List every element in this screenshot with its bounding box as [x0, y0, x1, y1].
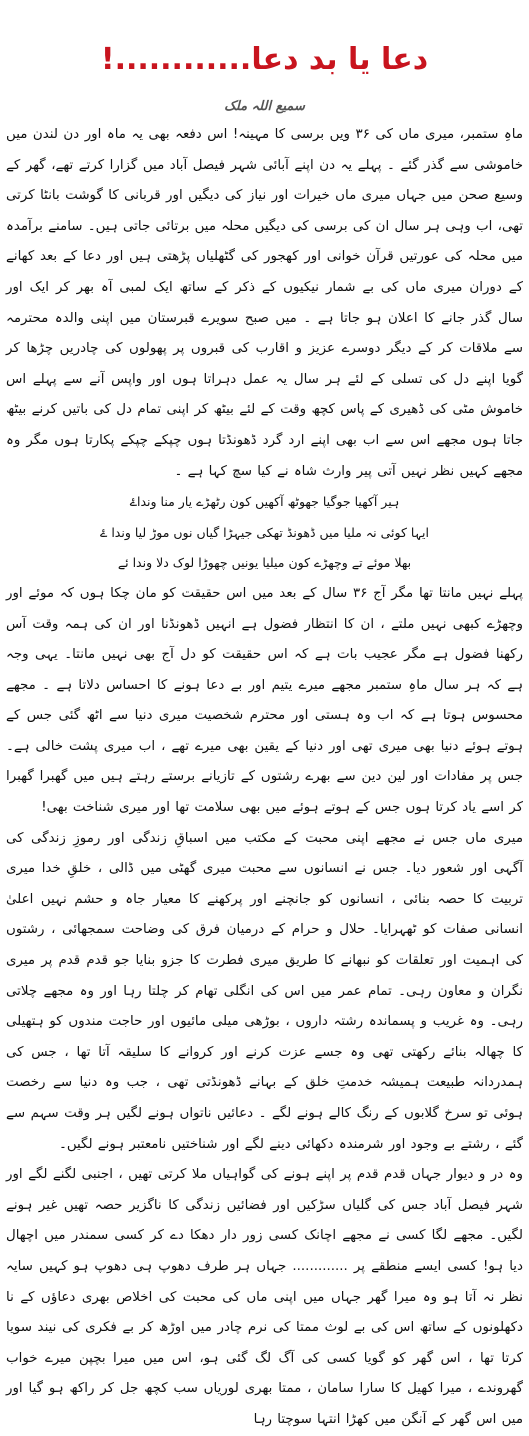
verse-line: ایہا کوئی نہ ملیا میں ڈھونڈ تھکی جیہڑا گیاں نوں موڑ لیا وندا ۓ: [100, 524, 429, 540]
verse-line: ہیر آکھیا جوگیا جھوٹھ آکھیں کون رٹھڑے یار منا ونداۓ: [129, 494, 400, 510]
article-title: دعا یا بد دعا............!: [100, 42, 429, 77]
paragraph-2: پہلے نہیں مانتا تھا مگر آج ۳۶ سال کے بعد میں اس حقیقت کو مان چکا ہوں کہ موئے اور وچھڑے کبھی نہیں ملتے ، ان کا انتظار فضول ہے انہیں ڈھونڈنا اور ان کی ہمہ وقت آس رکھنا فضول ہے مگر عجیب بات ہے کہ اس حقیقت کو دل آج بھی نہیں مانتا۔ یہی وجہ ہے کہ ہر سال ماہِ ستمبر مجھے میرے یتیم اور بے دعا ہونے کا احساس دلاتا ہے ۔ مجھے محسوس ہوتا ہے کہ اب وہ ہستی اور محترم شخصیت میری دنیا سے اٹھ گئی جس کے ہوتے ہوئے دنیا بھی میری تھی اور دنیا کے یقین بھی میرے تھے ، اب میری پشت خالی ہے۔ جس پر مفادات اور لین دین سے بھرے رشتوں کے تازیانے برستے رہتے ہیں میں گھبرا گھبرا کر اسے یاد کرتا ہوں جس کے ہوتے ہوئے میں بھی سلامت تھا اور میری شناخت بھی!: [6, 585, 523, 816]
paragraph-3: میری ماں جس نے مجھے اپنی محبت کے مکتب میں اسباقِ زندگی اور رموزِ زندگی کی آگہی اور شعور دیا۔ جس نے انسانوں سے محبت میری گھٹی میں ڈالی ، خلقِ خدا میری تربیت کا حصہ بنائی ، انسانوں کو جانچنے اور پرکھنے کا معیار جاہ و حشم نہیں اعلیٰ انسانی صفات کو ٹھہرایا۔ حلال و حرام کے درمیان فرق کی وضاحت سمجھائی ، رشتوں کی اہمیت اور تعلقات کو نبھانے کا طریق میری فطرت کا جزو بنایا جو قدم قدم پر میری نگران و معاون رہی۔ تمام عمر میں اس کی انگلی تھام کر چلتا رہا اور وہ مجھے چلاتی رہی۔ وہ غریب و پسماندہ رشتہ داروں ، بوڑھی میلی مائیوں اور حاجت مندوں کو ہتھیلی کا چھالہ بنائے رکھتی تھی وہ جسے عزت کرنے اور کروانے کا سلیقہ آتا تھا ، جس کی ہمدردانہ طبیعت ہمیشہ خدمتِ خلق کے بہانے ڈھونڈتی تھی ، جب وہ دنیا سے رخصت ہوئی تو سرخ گلابوں کے رنگ کالے ہونے لگے ۔ دعائیں ناتواں ہونے لگیں ہر وقت سہم سے گئے ، رشتے بے وجود اور شرمندہ دکھائی دینے لگے اور شناختیں نامعتبر ہونے لگیں۔: [6, 830, 523, 1152]
verse-line: بھلا موئے تے وچھڑے کون میلیا یونیں چھوڑا لوک دلا وندا ئے: [117, 555, 412, 571]
paragraph-1: ماہِ ستمبر، میری ماں کی ۳۶ ویں برسی کا مہینہ! اس دفعہ بھی یہ ماہ اور دن لندن میں خاموشی سے گذر گئے ۔ پہلے یہ دن اپنے آبائی شہر فیصل آباد میں گزارا کرتے تھے، گھر کے وسیع صحن میں جہاں میری ماں خیرات اور نیاز کی دیگیں اور قربانی کا گوشت بانٹا کرتی تھی، اب وہی ہر سال ان کی برسی کی دیگیں محلہ میں برتائی جاتی ہیں۔ سامنے برآمدہ میں محلہ کی عورتیں قرآن خوانی اور کھجور کی گٹھلیاں پڑھتی ہیں اور دعا کے بعد کھانے کے دوران میری ماں کی بے شمار نیکیوں کے ذکر کے ساتھ ایک لمبی آہ بھر کر ایک اور سال گذر جانے کا اعلان ہو جاتا ہے ۔ میں صبح سویرے قبرستان میں اپنی والدہ محترمہ سے ملاقات کر کے دیگر دوسرے عزیز و اقارب کی قبروں پر پھولوں کی چادریں چڑھا کر گویا اپنے دل کی تسلی کے لئے ہر سال یہ عمل دہراتا ہوں اور واپس آنے سے پہلے اس خاموش مٹی کی ڈھیری کے پاس کچھ وقت کے لئے بیٹھ کر اپنی تمام دل کی باتیں کرنے بیٹھ جاتا ہوں مجھے اس سے اب بھی اپنے ارد گرد ڈھونڈتا ہوں چپکے چپکے پکارتا ہوں مگر وہ مجھے کہیں نظر نہیں آتی پیر وارث شاہ نے کیا سچ کہا ہے ۔: [6, 127, 524, 479]
paragraph-4: وہ در و دیوار جہاں قدم قدم پر اپنے ہونے کی گواہیاں ملا کرتی تھیں ، اجنبی لگنے لگے اور شہر فیصل آباد جس کی گلیاں سڑکیں اور فضائیں زندگی کا ناگزیر حصہ تھیں غیر ہونے لگیں۔ مجھے لگا کسی نے مجھے اچانک کسی زور دار دھکا دے کر کسی سمندر میں اچھال دیا ہو! کسی ایسے منطقے پر ............. جہاں ہر طرف دھوپ ہی دھوپ ہو کہیں سایہ نظر نہ آتا ہو وہ میرا گھر جہاں میں اپنی ماں کی محبت کی اخلاص بھری دعاؤں کے نا دکھلونوں کے ساتھ اس کی بے لوث ممتا کی نرم چادر میں اوڑھ کر بے فکری کی نیند سویا کرتا تھا ، اس گھر کو گویا کسی کی آگ لگ گئی ہو، اس میں میرا بچپن میرے خواب گھروندے ، میرا کھیل کا سارا سامان ، ممتا بھری لوریاں سب کچھ جل کر راکھ ہو گیا اور میں اس گھر کے آنگن میں کھڑا انتہا سوچتا رہا: [6, 1167, 523, 1427]
author-name: سمیع اللہ ملک: [224, 99, 305, 114]
verse-block: [6, 487, 523, 579]
